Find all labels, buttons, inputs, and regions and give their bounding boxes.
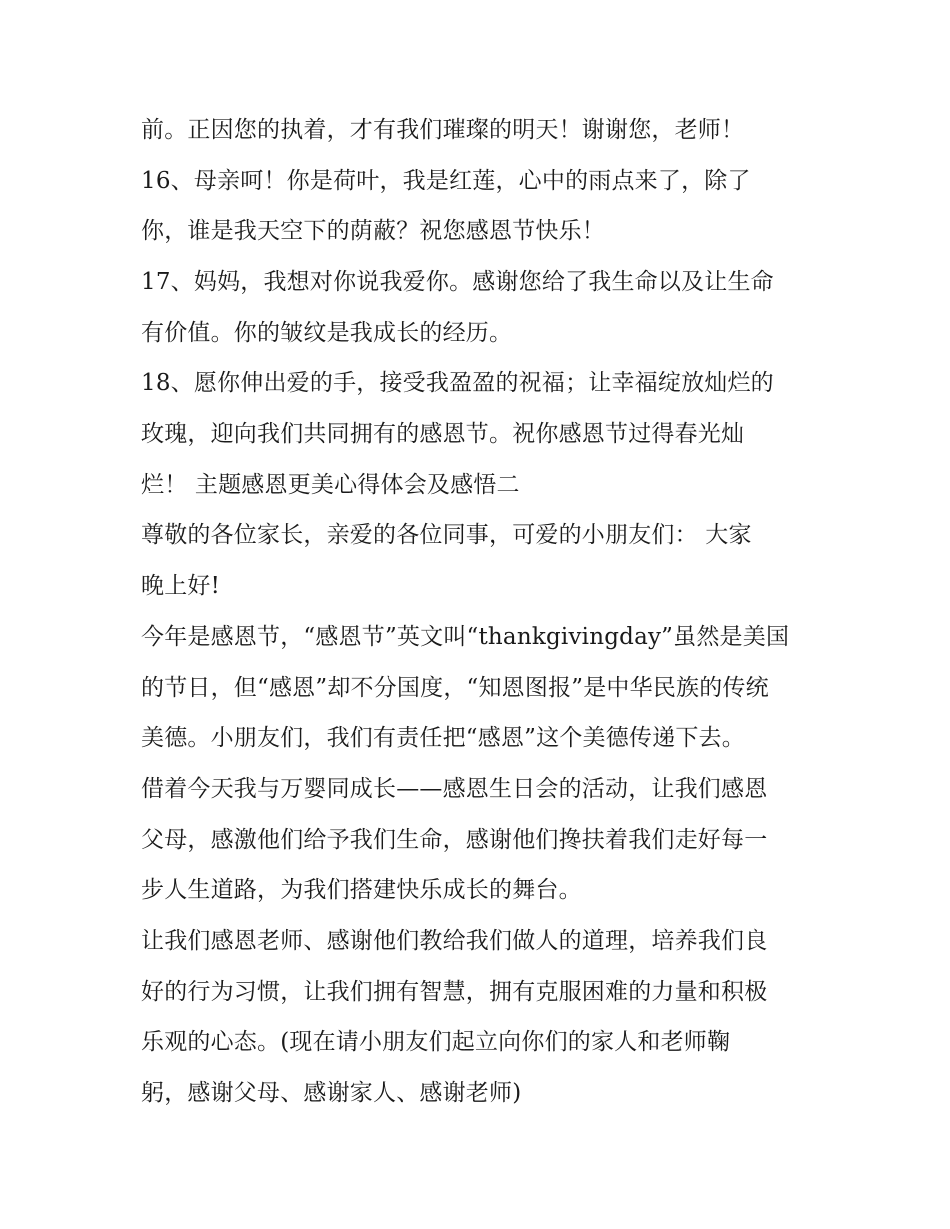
text-line: 尊敬的各位家长，亲爱的各位同事，可爱的小朋友们： 大家 xyxy=(141,522,752,548)
text-line: 16、母亲呵！你是荷叶，我是红莲，心中的雨点来了，除了 xyxy=(141,168,751,194)
text-line: 烂！ 主题感恩更美心得体会及感悟二 xyxy=(141,472,520,498)
text-line: 玫瑰，迎向我们共同拥有的感恩节。祝你感恩节过得春光灿 xyxy=(141,421,745,447)
text-line: 晚上好! xyxy=(141,573,221,599)
text-line: 借着今天我与万婴同成长——感恩生日会的活动，让我们感恩 xyxy=(141,776,768,802)
text-line: 父母，感激他们给予我们生命，感谢他们搀扶着我们走好每一 xyxy=(141,827,768,853)
text-line: 好的行为习惯，让我们拥有智慧，拥有克服困难的力量和积极 xyxy=(141,979,768,1005)
text-line: 前。正因您的执着，才有我们璀璨的明天！谢谢您，老师！ xyxy=(141,117,745,143)
text-line: 躬，感谢父母、感谢家人、感谢老师) xyxy=(141,1080,522,1106)
text-line: 美德。小朋友们，我们有责任把“感恩”这个美德传递下去。 xyxy=(141,725,745,751)
text-line: 让我们感恩老师、感谢他们教给我们做人的道理，培养我们良 xyxy=(141,928,768,954)
text-line: 有价值。你的皱纹是我成长的经历。 xyxy=(141,320,513,346)
text-line: 18、愿你伸出爱的手，接受我盈盈的祝福；让幸福绽放灿烂的 xyxy=(141,370,774,396)
text-line: 步人生道路，为我们搭建快乐成长的舞台。 xyxy=(141,877,582,903)
text-line: 今年是感恩节，“感恩节”英文叫“thankgivingday”虽然是美国 xyxy=(141,624,790,650)
text-line: 的节日，但“感恩”却不分国度，“知恩图报”是中华民族的传统 xyxy=(141,675,769,701)
text-line: 乐观的心态。(现在请小朋友们起立向你们的家人和老师鞠 xyxy=(141,1029,731,1055)
text-line: 17、妈妈，我想对你说我爱你。感谢您给了我生命以及让生命 xyxy=(141,269,774,295)
text-line: 你，谁是我天空下的荫蔽？祝您感恩节快乐！ xyxy=(141,218,605,244)
